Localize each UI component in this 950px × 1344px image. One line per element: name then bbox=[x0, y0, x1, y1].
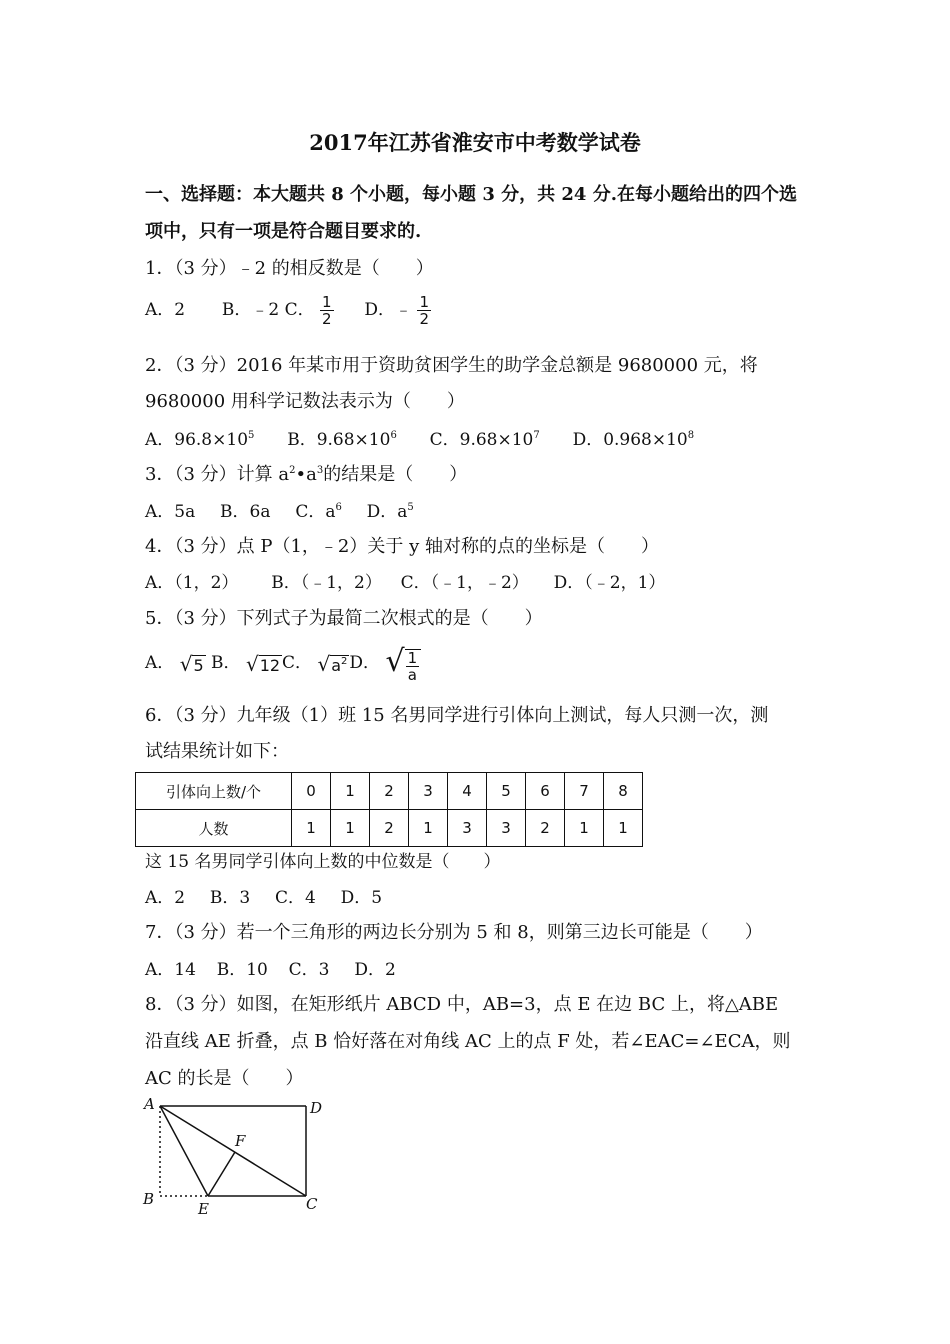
q1-option-d-fraction bbox=[417, 294, 431, 327]
q1-c-numerator: 1 bbox=[322, 293, 332, 311]
table-row bbox=[136, 810, 643, 847]
table-row-label: 引体向上数/个 bbox=[136, 773, 292, 810]
table-cell: 6 bbox=[526, 773, 565, 810]
q6-line1: 6．（3 分）九年级（1）班 15 名男同学进行引体向上测试，每人只测一次，测 bbox=[145, 705, 769, 726]
q1-option-c-fraction bbox=[320, 294, 334, 327]
q3-option-c: C．$a^6$ bbox=[295, 502, 342, 522]
q7-option-b: B．10 bbox=[216, 960, 268, 980]
table-cell: 1 bbox=[565, 810, 604, 847]
diagonal-ac bbox=[160, 1106, 306, 1196]
q6-options bbox=[145, 883, 382, 908]
q3-options bbox=[145, 497, 414, 522]
q6-option-c: C．4 bbox=[275, 888, 316, 908]
label-d: D bbox=[310, 1099, 323, 1117]
q7-options bbox=[145, 955, 396, 980]
q8-line1: 8．（3 分）如图，在矩形纸片 ABCD 中，AB=3，点 E 在边 BC 上，将△ABE bbox=[145, 994, 779, 1015]
q4-stem: 4．（3 分）点 P（1，﹣2）关于 y 轴对称的点的坐标是（ ） bbox=[145, 536, 659, 557]
table-cell: 1 bbox=[331, 810, 370, 847]
q7-option-c: C．3 bbox=[288, 960, 330, 980]
pullup-stats-table bbox=[135, 772, 643, 847]
table-cell: 2 bbox=[370, 773, 409, 810]
table-cell: 4 bbox=[448, 773, 487, 810]
q2-option-b: B．$9.68\times 10^6$ bbox=[287, 430, 397, 450]
q4-option-a: A．（1，2） bbox=[145, 573, 239, 593]
q2-line1: 2．（3 分）2016 年某市用于资助贫困学生的助学金总额是 9680000 元，将 bbox=[145, 355, 758, 376]
q5-options bbox=[145, 644, 421, 683]
fold-line-ae bbox=[160, 1106, 208, 1196]
table-cell: 1 bbox=[292, 810, 331, 847]
table-cell: 1 bbox=[331, 773, 370, 810]
label-e: E bbox=[198, 1200, 209, 1218]
table-cell: 7 bbox=[565, 773, 604, 810]
q5-option-b-radical: √12 bbox=[245, 651, 281, 676]
table-cell: 3 bbox=[448, 810, 487, 847]
label-a: A bbox=[144, 1095, 155, 1113]
label-f: F bbox=[235, 1132, 246, 1150]
table-cell: 3 bbox=[487, 810, 526, 847]
table-row-label: 人数 bbox=[136, 810, 292, 847]
q1-d-denominator: 2 bbox=[419, 310, 429, 328]
q3-option-a: A．5a bbox=[145, 502, 196, 522]
segment-ef bbox=[208, 1152, 235, 1196]
q2-options bbox=[145, 425, 694, 450]
q1-options bbox=[145, 294, 431, 327]
q3-option-d: D．$a^5$ bbox=[366, 502, 414, 522]
q5-option-c-label: C． bbox=[282, 653, 313, 673]
table-cell: 2 bbox=[526, 810, 565, 847]
q6-line2: 试结果统计如下： bbox=[145, 741, 289, 762]
q1-d-numerator: 1 bbox=[419, 293, 429, 311]
q4-option-b: B．（﹣1，2） bbox=[271, 573, 382, 593]
q2-option-a: A．$96.8\times 10^5$ bbox=[145, 430, 255, 450]
q2-line2: 9680000 用科学记数法表示为（ ） bbox=[145, 391, 465, 412]
q3-stem: 3．（3 分）计算 $a^2•a^3$的结果是（ ） bbox=[145, 464, 468, 485]
q1-option-c-label: C． bbox=[284, 300, 315, 320]
table-cell: 1 bbox=[409, 810, 448, 847]
label-b: B bbox=[143, 1190, 155, 1208]
q1-option-b: B．﹣2 bbox=[221, 300, 280, 320]
table-cell: 3 bbox=[409, 773, 448, 810]
q5-option-a-label: A． bbox=[145, 653, 175, 673]
q3-option-b: B．6a bbox=[220, 502, 271, 522]
rectangle-fold-figure bbox=[138, 1094, 338, 1219]
q5-option-b-label: B． bbox=[211, 653, 241, 673]
table-cell: 1 bbox=[604, 810, 643, 847]
q1-c-denominator: 2 bbox=[322, 310, 332, 328]
q1-option-a: A．2 bbox=[145, 300, 186, 320]
q4-options bbox=[145, 568, 665, 593]
q5-option-a-radical: √5 bbox=[179, 651, 204, 676]
section-heading-line2: 项中，只有一项是符合题目要求的. bbox=[145, 221, 422, 242]
q4-option-d: D．（﹣2，1） bbox=[553, 573, 666, 593]
q7-option-a: A．14 bbox=[145, 960, 196, 980]
q2-option-c: C．$9.68\times 10^7$ bbox=[429, 430, 540, 450]
table-cell: 5 bbox=[487, 773, 526, 810]
section-heading-line1: 一、选择题：本大题共 8 个小题，每小题 3 分，共 24 分.在每小题给出的四个选 bbox=[145, 184, 797, 205]
table-cell: 8 bbox=[604, 773, 643, 810]
table-row bbox=[136, 773, 643, 810]
q1-stem: 1．（3 分）﹣2 的相反数是（ ） bbox=[145, 258, 434, 279]
q6-after-table: 这 15 名男同学引体向上数的中位数是（ ） bbox=[145, 852, 501, 872]
table-cell: 0 bbox=[292, 773, 331, 810]
q6-option-d: D．5 bbox=[340, 888, 383, 908]
q6-option-a: A．2 bbox=[145, 888, 186, 908]
q7-option-d: D．2 bbox=[354, 960, 396, 980]
q5-option-d-label: D． bbox=[349, 653, 381, 673]
page-title: 2017年江苏省淮安市中考数学试卷 bbox=[309, 130, 641, 155]
q4-option-c: C．（﹣1，﹣2） bbox=[400, 573, 529, 593]
q1-option-d-label: D．﹣ bbox=[364, 300, 413, 320]
label-c: C bbox=[306, 1195, 318, 1213]
q7-stem: 7．（3 分）若一个三角形的两边长分别为 5 和 8，则第三边长可能是（ ） bbox=[145, 922, 763, 943]
q5-stem: 5．（3 分）下列式子为最简二次根式的是（ ） bbox=[145, 608, 543, 629]
table-cell: 2 bbox=[370, 810, 409, 847]
q2-option-d: D．$0.968\times 10^8$ bbox=[572, 430, 695, 450]
q8-line3: AC 的长是（ ） bbox=[145, 1068, 304, 1089]
q6-option-b: B．3 bbox=[209, 888, 251, 908]
q8-line2: 沿直线 AE 折叠，点 B 恰好落在对角线 AC 上的点 F 处，若∠EAC=∠ECA，则 bbox=[145, 1031, 791, 1052]
q5-option-c-radical: $√a^2$ bbox=[317, 651, 348, 676]
q5-option-d-radical: √ $\frac{1}{a}$ bbox=[385, 644, 421, 683]
